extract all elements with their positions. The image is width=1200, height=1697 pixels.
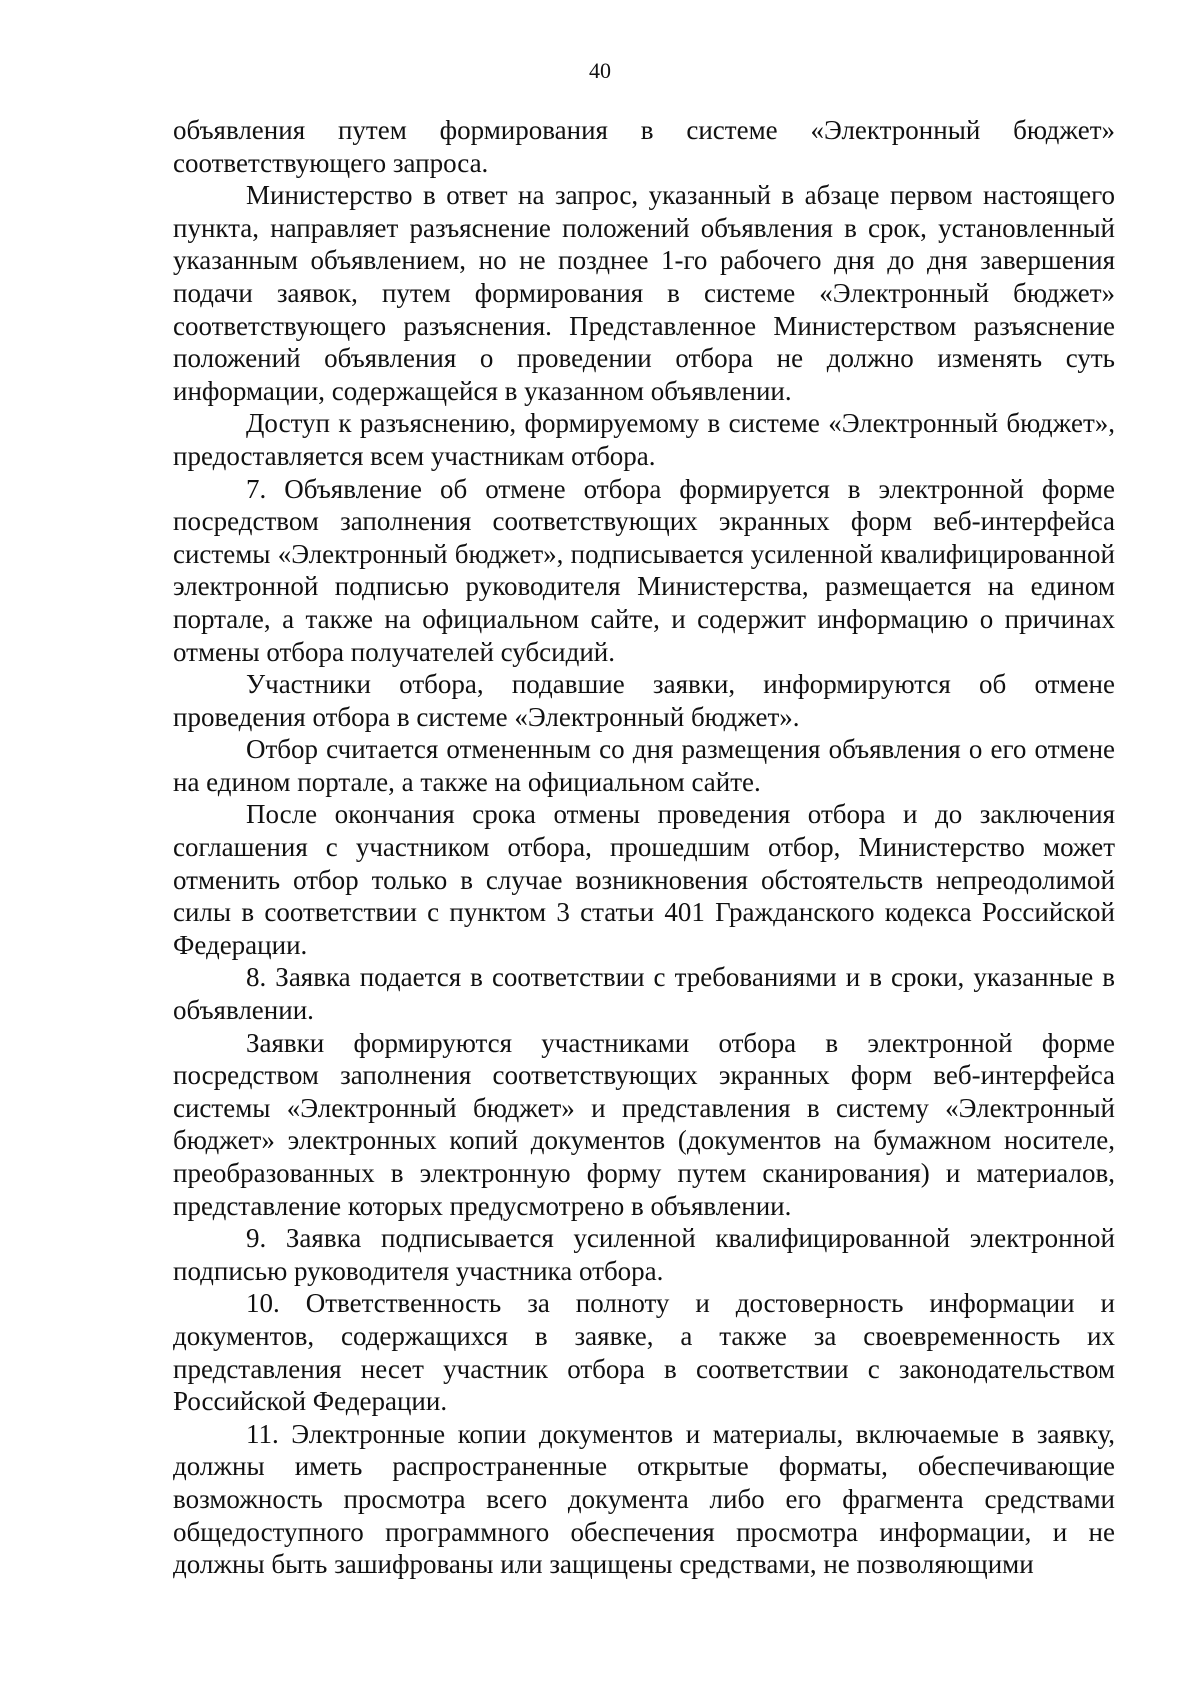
paragraph-item-7: 7. Объявление об отмене отбора формируется в электронной форме посредством заполнения соответствующих экранных форм веб-интерфейса системы «Электронный бюджет», подписывается усиленной квалифицированной электронной подписью руководителя Министерства, размещается на едином портале, а также на официальном сайте, и содержит информацию о причинах отмены отбора получателей субсидий.: [173, 473, 1115, 667]
page-number: 40: [589, 58, 611, 83]
paragraph-continuation: объявления путем формирования в системе «Электронный бюджет» соответствующего запроса.: [173, 115, 1115, 178]
document-body: [173, 114, 1115, 1581]
paragraph-participants-informed: Участники отбора, подавшие заявки, информируются об отмене проведения отбора в системе «Электронный бюджет».: [173, 669, 1115, 732]
paragraph-item-10: 10. Ответственность за полноту и достоверность информации и документов, содержащихся в заявке, а также за своевременность их представления несет участник отбора в соответствии с законодательством Российской Федерации.: [173, 1288, 1115, 1417]
paragraph-applications-formed: Заявки формируются участниками отбора в электронной форме посредством заполнения соответствующих экранных форм веб-интерфейса системы «Электронный бюджет» и представления в систему «Электронный бюджет» электронных копий документов (документов на бумажном носителе, преобразованных в электронную форму путем сканирования) и материалов, представление которых предусмотрено в объявлении.: [173, 1027, 1115, 1221]
paragraph-item-11: 11. Электронные копии документов и материалы, включаемые в заявку, должны иметь распространенные открытые форматы, обеспечивающие возможность просмотра всего документа либо его фрагмента средствами общедоступного программного обеспечения просмотра информации, и не должны быть зашифрованы или защищены средствами, не позволяющими: [173, 1418, 1115, 1580]
paragraph-item-9: 9. Заявка подписывается усиленной квалифицированной электронной подписью руководителя участника отбора.: [173, 1223, 1115, 1286]
paragraph-ministry-response: Министерство в ответ на запрос, указанный в абзаце первом настоящего пункта, направляет разъяснение положений объявления в срок, установленный указанным объявлением, но не позднее 1-го рабочего дня до дня завершения подачи заявок, путем формирования в системе «Электронный бюджет» соответствующего разъяснения. Представленное Министерством разъяснение положений объявления о проведении отбора не должно изменять суть информации, содержащейся в указанном объявлении.: [173, 180, 1115, 406]
paragraph-access-clarification: Доступ к разъяснению, формируемому в системе «Электронный бюджет», предоставляется всем участникам отбора.: [173, 408, 1115, 471]
paragraph-item-8: 8. Заявка подается в соответствии с требованиями и в сроки, указанные в объявлении.: [173, 962, 1115, 1026]
paragraph-force-majeure: После окончания срока отмены проведения отбора и до заключения соглашения с участником отбора, прошедшим отбор, Министерство может отменить отбор только в случае возникновения обстоятельств непреодолимой силы в соответствии с пунктом 3 статьи 401 Гражданского кодекса Российской Федерации.: [173, 799, 1115, 960]
paragraph-selection-cancelled: Отбор считается отмененным со дня размещения объявления о его отмене на едином портале, а также на официальном сайте.: [173, 734, 1115, 797]
